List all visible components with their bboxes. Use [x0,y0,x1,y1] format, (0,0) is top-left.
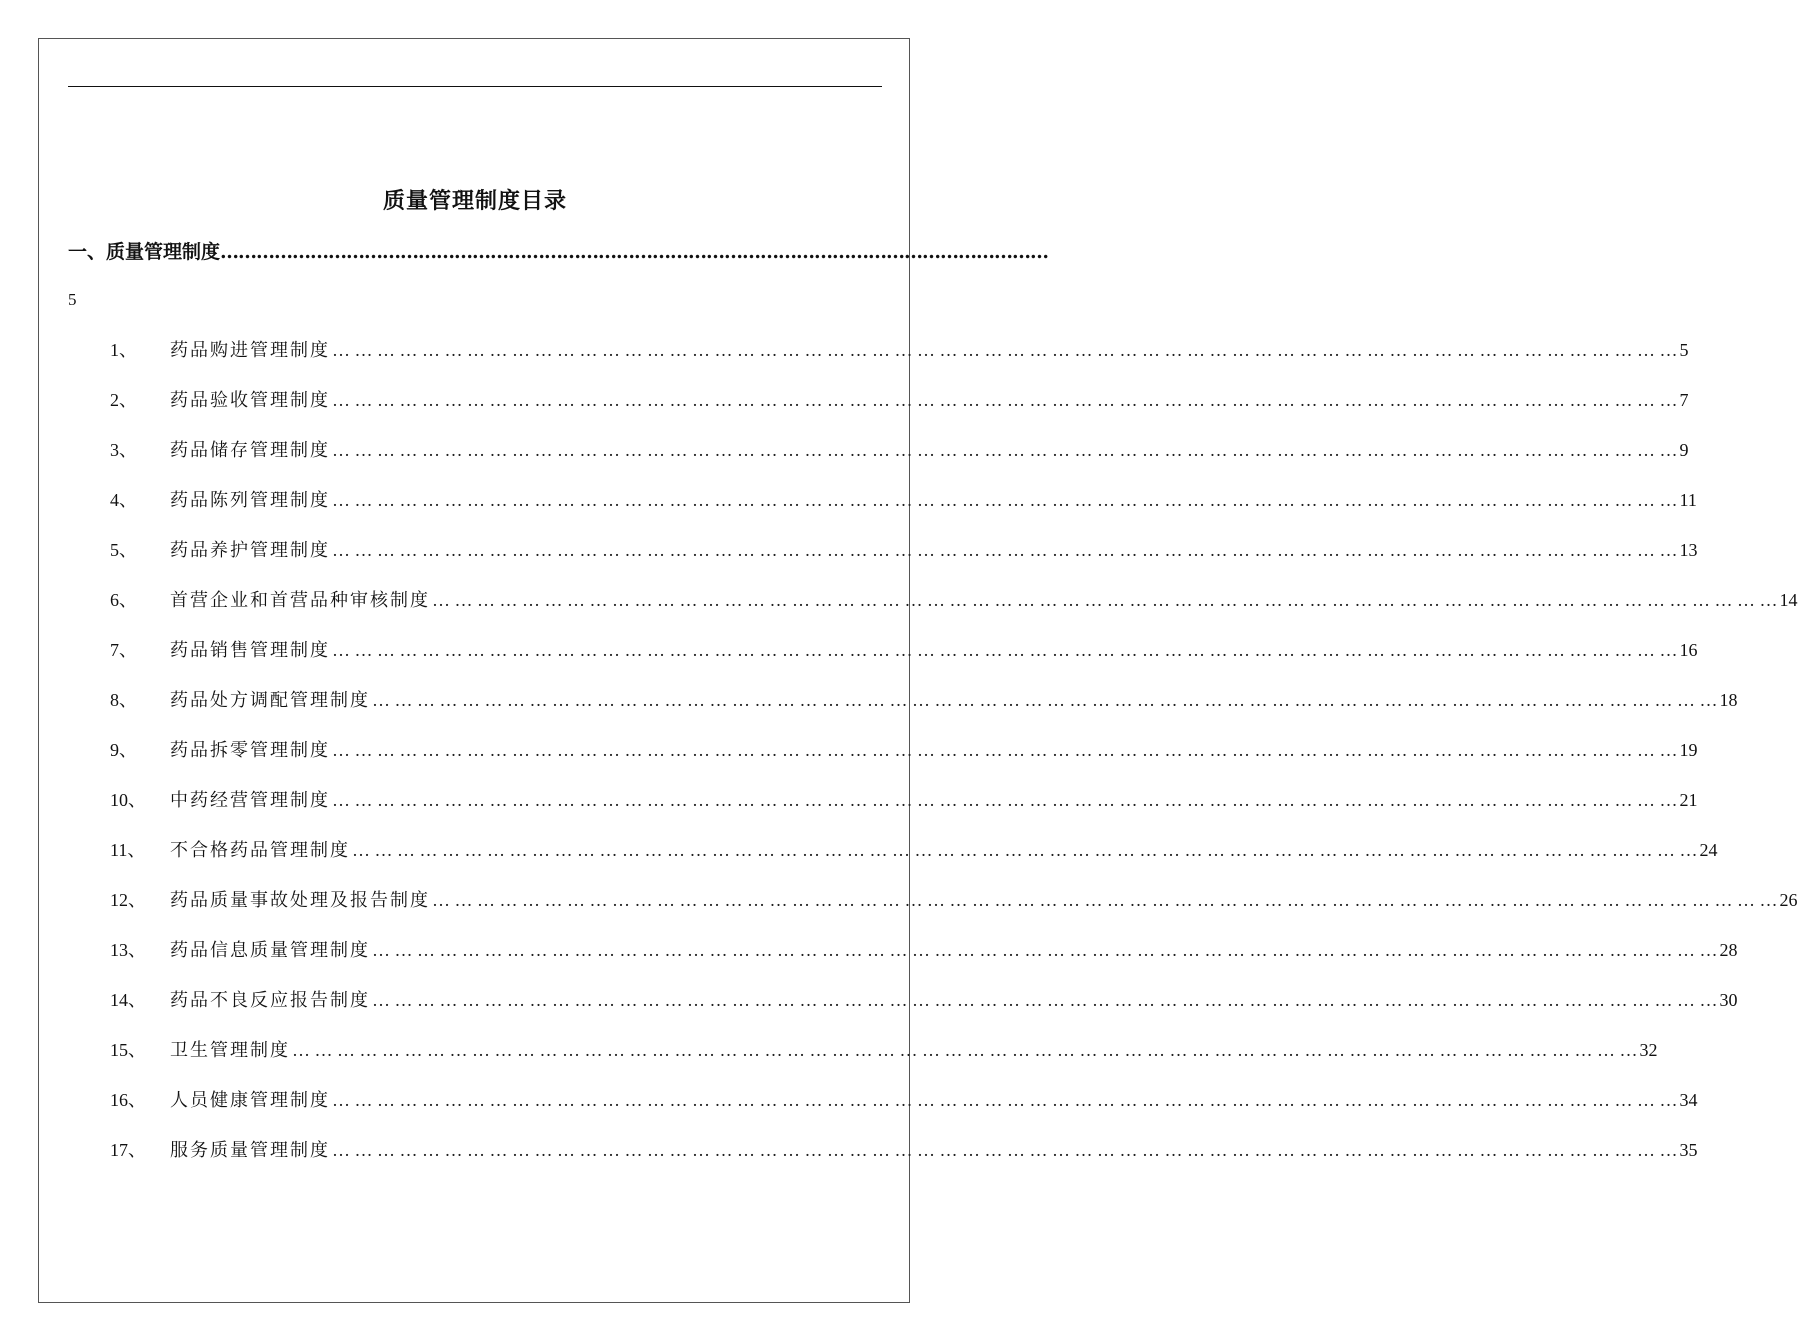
toc-entry-number: 7、 [110,640,137,660]
toc-leader-dots: … … … … … … … … … … … … … … … … … … … … … … … … … … … … … … … … … … … … … … … … … … … … … … … … … … … … … … … … … … … … [332,440,1678,460]
toc-entry-page: 35 [1679,1140,1698,1160]
toc-entry[interactable] [110,786,1698,836]
toc-entry-page: 14 [1779,590,1798,610]
toc-leader-dots: … … … … … … … … … … … … … … … … … … … … … … … … … … … … … … … … … … … … … … … … … … … … … … … … … … … … … … … … … … … … [292,1040,1638,1060]
toc-leader-dots: … … … … … … … … … … … … … … … … … … … … … … … … … … … … … … … … … … … … … … … … … … … … … … … … … … … … … … … … … … … … [332,340,1678,360]
header-rule [68,86,882,87]
toc-entry[interactable] [110,836,1718,886]
toc-entry-page: 16 [1679,640,1698,660]
toc-entry-title: 药品处方调配管理制度 [170,690,370,711]
toc-entry-page: 34 [1679,1090,1698,1110]
toc-leader-dots: … … … … … … … … … … … … … … … … … … … … … … … … … … … … … … … … … … … … … … … … … … … … … … … … … … … … … … … … … … … … [332,1140,1678,1160]
toc-entry[interactable] [110,1086,1698,1136]
toc-leader-dots: … … … … … … … … … … … … … … … … … … … … … … … … … … … … … … … … … … … … … … … … … … … … … … … … … … … … … … … … … … … … [332,1090,1678,1110]
toc-entry-number: 12、 [110,890,146,910]
toc-entry[interactable] [110,936,1738,986]
toc-leader-dots: … … … … … … … … … … … … … … … … … … … … … … … … … … … … … … … … … … … … … … … … … … … … … … … … … … … … … … … … … … … … [372,940,1718,960]
toc-entry-page: 13 [1679,540,1698,560]
toc-entry[interactable] [110,986,1738,1036]
toc-entry[interactable] [110,636,1698,686]
toc-entry-number: 15、 [110,1040,146,1060]
toc-entry[interactable] [110,1036,1658,1086]
toc-entry-title: 中药经营管理制度 [170,790,330,811]
toc-entry-title: 药品购进管理制度 [170,340,330,361]
toc-entry-page: 21 [1679,790,1698,810]
toc-entry-title: 药品验收管理制度 [170,390,330,411]
toc-entry[interactable] [110,886,1798,936]
toc-leader-dots: … … … … … … … … … … … … … … … … … … … … … … … … … … … … … … … … … … … … … … … … … … … … … … … … … … … … … … … … … … … … [332,540,1678,560]
toc-entry[interactable] [110,736,1698,786]
toc-entry-page: 9 [1679,440,1689,460]
toc-entry[interactable] [110,536,1698,586]
toc-entry[interactable] [110,1136,1698,1186]
toc-entry-page: 5 [1679,340,1689,360]
toc-entry-number: 1、 [110,340,137,360]
toc-leader-dots: … … … … … … … … … … … … … … … … … … … … … … … … … … … … … … … … … … … … … … … … … … … … … … … … … … … … … … … … … … … … [332,790,1678,810]
toc-entry-number: 4、 [110,490,137,510]
toc-leader-dots: … … … … … … … … … … … … … … … … … … … … … … … … … … … … … … … … … … … … … … … … … … … … … … … … … … … … … … … … … … … … [372,990,1718,1010]
toc-entry-number: 10、 [110,790,146,810]
section-leader-dots: ………………………………………………………………………………………………………………………… [220,241,1049,263]
toc-entry-number: 5、 [110,540,137,560]
toc-entry-title: 药品不良反应报告制度 [170,990,370,1011]
toc-leader-dots: … … … … … … … … … … … … … … … … … … … … … … … … … … … … … … … … … … … … … … … … … … … … … … … … … … … … … … … … … … … … [372,690,1718,710]
toc-entry-number: 9、 [110,740,137,760]
toc-entry-title: 药品销售管理制度 [170,640,330,661]
toc-leader-dots: … … … … … … … … … … … … … … … … … … … … … … … … … … … … … … … … … … … … … … … … … … … … … … … … … … … … … … … … … … … … [432,590,1778,610]
toc-entry-title: 人员健康管理制度 [170,1090,330,1111]
section-page-number: 5 [68,290,77,309]
toc-entry-number: 17、 [110,1140,146,1160]
toc-leader-dots: … … … … … … … … … … … … … … … … … … … … … … … … … … … … … … … … … … … … … … … … … … … … … … … … … … … … … … … … … … … … [332,490,1678,510]
toc-entry-page: 28 [1719,940,1738,960]
toc-entry-title: 卫生管理制度 [170,1040,290,1061]
toc-entry-number: 6、 [110,590,137,610]
section-label: 一、质量管理制度 [68,241,221,263]
toc-entry-title: 药品信息质量管理制度 [170,940,370,961]
toc-entry-number: 11、 [110,840,146,860]
toc-entry-number: 13、 [110,940,146,960]
toc-entry-title: 药品储存管理制度 [170,440,330,461]
toc-entry-title: 药品陈列管理制度 [170,490,330,511]
toc-entry-number: 3、 [110,440,137,460]
toc-entry-number: 16、 [110,1090,146,1110]
toc-entry-title: 服务质量管理制度 [170,1140,330,1161]
toc-entry-page: 11 [1679,490,1697,510]
toc-entry-number: 14、 [110,990,146,1010]
toc-entry-number: 8、 [110,690,137,710]
toc-entry-title: 首营企业和首营品种审核制度 [170,590,430,611]
toc-entry-page: 30 [1719,990,1738,1010]
toc-entry-title: 药品质量事故处理及报告制度 [170,890,430,911]
toc-entry-title: 药品养护管理制度 [170,540,330,561]
toc-leader-dots: … … … … … … … … … … … … … … … … … … … … … … … … … … … … … … … … … … … … … … … … … … … … … … … … … … … … … … … … … … … … [332,640,1678,660]
toc-entry-page: 7 [1679,390,1689,410]
toc-entry-title: 不合格药品管理制度 [170,840,350,861]
toc-entry[interactable] [110,336,1689,386]
toc-list [110,336,1798,1186]
section-heading[interactable] [68,237,1049,264]
toc-entry-page: 19 [1679,740,1698,760]
toc-leader-dots: … … … … … … … … … … … … … … … … … … … … … … … … … … … … … … … … … … … … … … … … … … … … … … … … … … … … … … … … … … … … [332,740,1678,760]
toc-entry[interactable] [110,436,1689,486]
toc-leader-dots: … … … … … … … … … … … … … … … … … … … … … … … … … … … … … … … … … … … … … … … … … … … … … … … … … … … … … … … … … … … … [332,390,1678,410]
toc-entry[interactable] [110,386,1689,436]
document-title: 质量管理制度目录 [382,188,567,214]
toc-entry[interactable] [110,586,1798,636]
toc-entry[interactable] [110,686,1738,736]
toc-entry-title: 药品拆零管理制度 [170,740,330,761]
toc-entry-page: 24 [1699,840,1718,860]
toc-entry-number: 2、 [110,390,137,410]
toc-entry-page: 26 [1779,890,1798,910]
toc-entry[interactable] [110,486,1697,536]
toc-entry-page: 32 [1639,1040,1658,1060]
toc-leader-dots: … … … … … … … … … … … … … … … … … … … … … … … … … … … … … … … … … … … … … … … … … … … … … … … … … … … … … … … … … … … … [352,840,1698,860]
toc-entry-page: 18 [1719,690,1738,710]
toc-leader-dots: … … … … … … … … … … … … … … … … … … … … … … … … … … … … … … … … … … … … … … … … … … … … … … … … … … … … … … … … … … … … [432,890,1778,910]
